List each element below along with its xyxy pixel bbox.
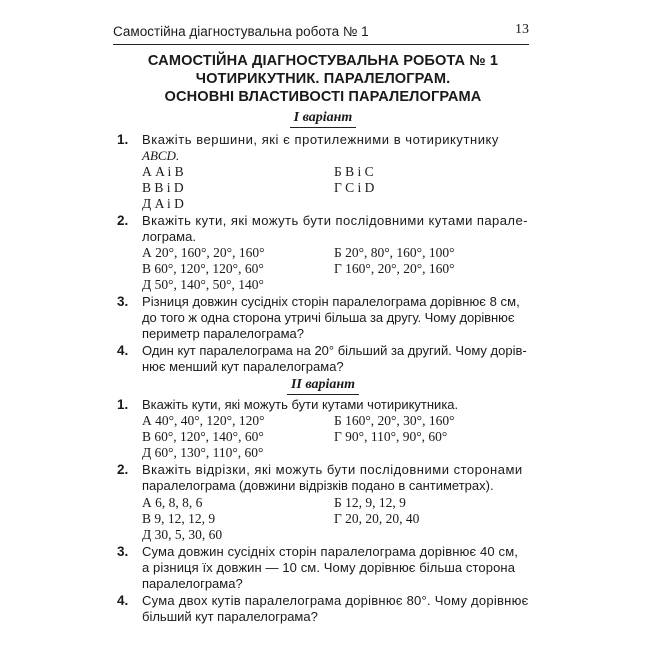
question-number: 2. xyxy=(117,213,129,228)
answer-option-d: Д 50°, 140°, 50°, 140° xyxy=(142,277,264,292)
question-text: до того ж одна сторона утричі більша за другу. Чому дорівнює xyxy=(142,310,515,325)
question-text: Вкажіть кути, які можуть бути кутами чотирикутника. xyxy=(142,397,459,412)
answer-option-v: В 60°, 120°, 140°, 60° xyxy=(142,429,264,444)
answer-option-v: В B і D xyxy=(142,180,184,195)
question-text: Вкажіть кути, які можуть бути послідовними кутами парале- xyxy=(142,213,528,228)
answer-option-a: А 40°, 40°, 120°, 120° xyxy=(142,413,265,428)
question-number: 3. xyxy=(117,544,129,559)
question-text: ABCD. xyxy=(142,148,180,163)
question-number: 4. xyxy=(117,343,129,358)
question-text: Різниця довжин сусідніх сторін паралелограма дорівнює 8 см, xyxy=(142,294,520,309)
question-number: 1. xyxy=(117,397,129,412)
answer-option-b: Б B і C xyxy=(334,164,374,179)
page-number: 13 xyxy=(515,22,529,37)
answer-option-d: Д 60°, 130°, 110°, 60° xyxy=(142,445,264,460)
answer-option-b: Б 12, 9, 12, 9 xyxy=(334,495,406,510)
question-text: паралелограма? xyxy=(142,576,243,591)
answer-option-a: А A і B xyxy=(142,164,184,179)
question-text: а різниця їх довжин — 10 см. Чому дорівнює більша сторона xyxy=(142,560,516,575)
header-title: Самостійна діагностувальна робота № 1 xyxy=(113,24,369,39)
answer-option-g: Г C і D xyxy=(334,180,375,195)
main-title-line-1: САМОСТІЙНА ДІАГНОСТУВАЛЬНА РОБОТА № 1 xyxy=(147,53,499,69)
question-text: Вкажіть відрізки, які можуть бути послідовними сторонами xyxy=(142,462,523,477)
running-header xyxy=(113,22,529,45)
answer-option-g: Г 160°, 20°, 20°, 160° xyxy=(334,261,455,276)
question-text: більший кут паралелограма? xyxy=(142,609,318,624)
answer-option-v: В 9, 12, 12, 9 xyxy=(142,511,216,526)
question-number: 2. xyxy=(117,462,129,477)
answer-option-d: Д A і D xyxy=(142,196,184,211)
question-text: Сума двох кутів паралелограма дорівнює 80°. Чому дорівнює xyxy=(142,593,529,608)
answer-option-a: А 6, 8, 8, 6 xyxy=(142,495,203,510)
question-text: периметр паралелограма? xyxy=(142,326,304,341)
answer-option-b: Б 160°, 20°, 30°, 160° xyxy=(334,413,455,428)
variant-1-heading: I варіант xyxy=(113,110,533,128)
question-text: Вкажіть вершини, які є протилежними в чотирикутнику xyxy=(142,132,499,147)
answer-option-g: Г 20, 20, 20, 40 xyxy=(334,511,420,526)
question-text: нює менший кут паралелограма? xyxy=(142,359,344,374)
question-text: лограма. xyxy=(142,229,196,244)
question-number: 3. xyxy=(117,294,129,309)
answer-option-b: Б 20°, 80°, 160°, 100° xyxy=(334,245,455,260)
answer-option-a: А 20°, 160°, 20°, 160° xyxy=(142,245,265,260)
question-number: 1. xyxy=(117,132,129,147)
answer-option-d: Д 30, 5, 30, 60 xyxy=(142,527,223,542)
main-title-line-2: ЧОТИРИКУТНИК. ПАРАЛЕЛОГРАМ. xyxy=(195,71,451,87)
main-title-line-3: ОСНОВНІ ВЛАСТИВОСТІ ПАРАЛЕЛОГРАМА xyxy=(164,89,482,105)
answer-option-v: В 60°, 120°, 120°, 60° xyxy=(142,261,264,276)
variant-2-heading: II варіант xyxy=(113,377,533,395)
question-text: Один кут паралелограма на 20° більший за другий. Чому дорів- xyxy=(142,343,527,358)
question-number: 4. xyxy=(117,593,129,608)
answer-option-g: Г 90°, 110°, 90°, 60° xyxy=(334,429,448,444)
question-text: паралелограма (довжини відрізків подано в сантиметрах). xyxy=(142,478,494,493)
question-text: Сума довжин сусідніх сторін паралелограма дорівнює 40 см, xyxy=(142,544,519,559)
